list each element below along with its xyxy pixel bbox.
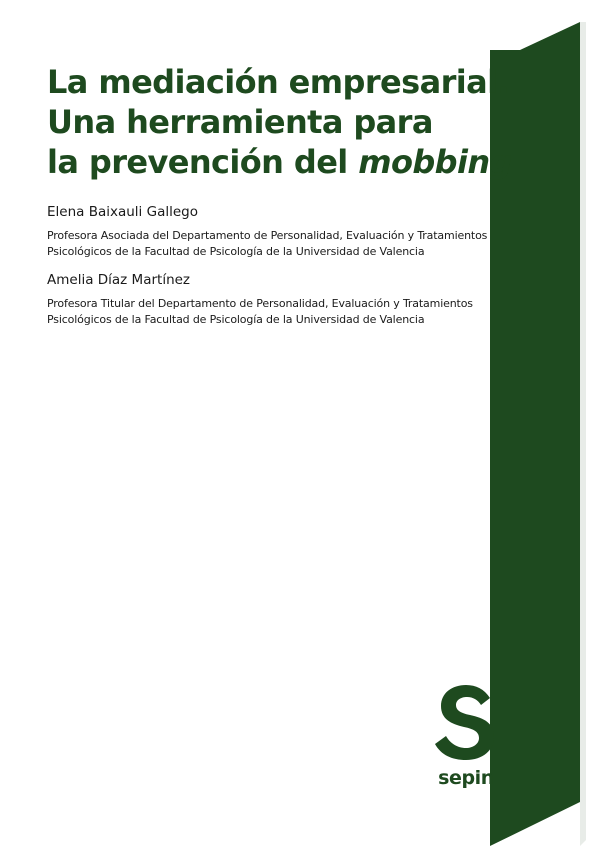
author-affiliation-line-2: Psicológicos de la Facultad de Psicología de la Universidad de Valencia bbox=[47, 244, 425, 258]
publisher-name: sepin bbox=[438, 767, 494, 789]
author-block-2 bbox=[47, 271, 517, 327]
publisher-logo bbox=[432, 682, 500, 794]
author-affiliation-line-1: Profesora Asociada del Departamento de Personalidad, Evaluación y Tratamientos bbox=[47, 229, 488, 242]
author-affiliation-line-2: Psicológicos de la Facultad de Psicología de la Universidad de Valencia bbox=[47, 312, 425, 326]
author-name: Amelia Díaz Martínez bbox=[47, 272, 191, 288]
author-block-1 bbox=[47, 203, 517, 259]
title-line-3-italic: mobbing bbox=[358, 143, 512, 181]
author-name: Elena Baixauli Gallego bbox=[47, 204, 198, 220]
title-line-3-normal: la prevención del bbox=[47, 143, 359, 181]
title-line-2: Una herramienta para bbox=[47, 103, 433, 141]
author-affiliation-line-1: Profesora Titular del Departamento de Personalidad, Evaluación y Tratamientos bbox=[47, 297, 473, 310]
title-line-1: La mediación empresarial. bbox=[47, 63, 510, 101]
title-line-3 bbox=[47, 142, 517, 182]
s-letter-icon bbox=[432, 682, 500, 762]
book-title bbox=[47, 62, 517, 182]
